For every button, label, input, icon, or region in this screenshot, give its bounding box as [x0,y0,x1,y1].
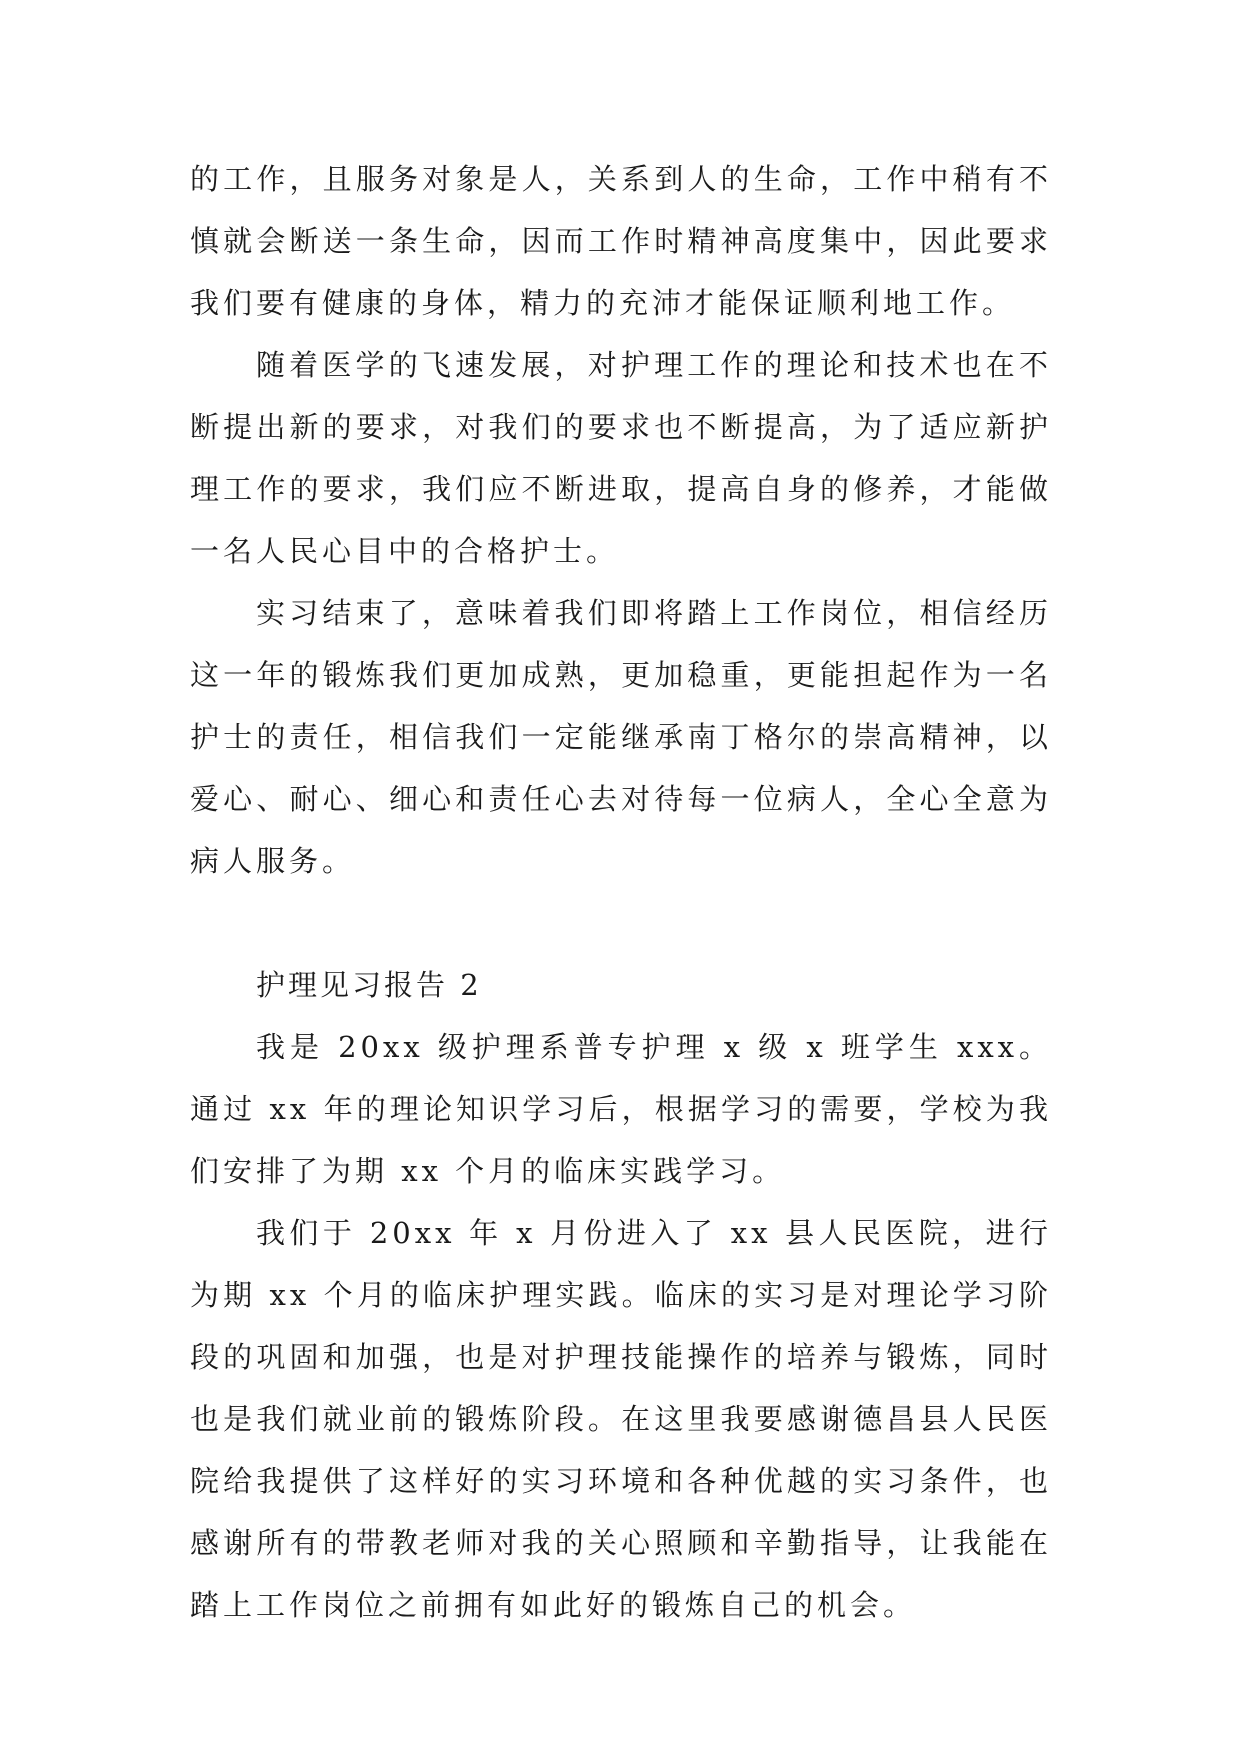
document-page [190,148,1052,1636]
paragraph-student-intro: 我是 20xx 级护理系普专护理 x 级 x 班学生 xxx。通过 xx 年的理论知识学习后，根据学习的需要，学校为我们安排了为期 xx 个月的临床实践学习。 [190,1030,1052,1188]
section-spacer [190,892,1052,954]
paragraph-internship-end: 实习结束了，意味着我们即将踏上工作岗位，相信经历这一年的锻炼我们更加成熟，更加稳重，更能担起作为一名护士的责任，相信我们一定能继承南丁格尔的崇高精神，以爱心、耐心、细心和责任心去对待每一位病人，全心全意为病人服务。 [190,596,1052,878]
paragraph-continuation: 的工作，且服务对象是人，关系到人的生命，工作中稍有不慎就会断送一条生命，因而工作时精神高度集中，因此要求我们要有健康的身体，精力的充沛才能保证顺利地工作。 [190,162,1052,320]
paragraph-medical-development: 随着医学的飞速发展，对护理工作的理论和技术也在不断提出新的要求，对我们的要求也不断提高，为了适应新护理工作的要求，我们应不断进取，提高自身的修养，才能做一名人民心目中的合格护士。 [190,348,1052,568]
section-heading: 护理见习报告 2 [256,968,482,1002]
paragraph-clinical-practice: 我们于 20xx 年 x 月份进入了 xx 县人民医院，进行为期 xx 个月的临床护理实践。临床的实习是对理论学习阶段的巩固和加强，也是对护理技能操作的培养与锻炼，同时也是我们就业前的锻炼阶段。在这里我要感谢德昌县人民医院给我提供了这样好的实习环境和各种优越的实习条件，也感谢所有的带教老师对我的关心照顾和辛勤指导，让我能在踏上工作岗位之前拥有如此好的锻炼自己的机会。 [190,1216,1052,1622]
